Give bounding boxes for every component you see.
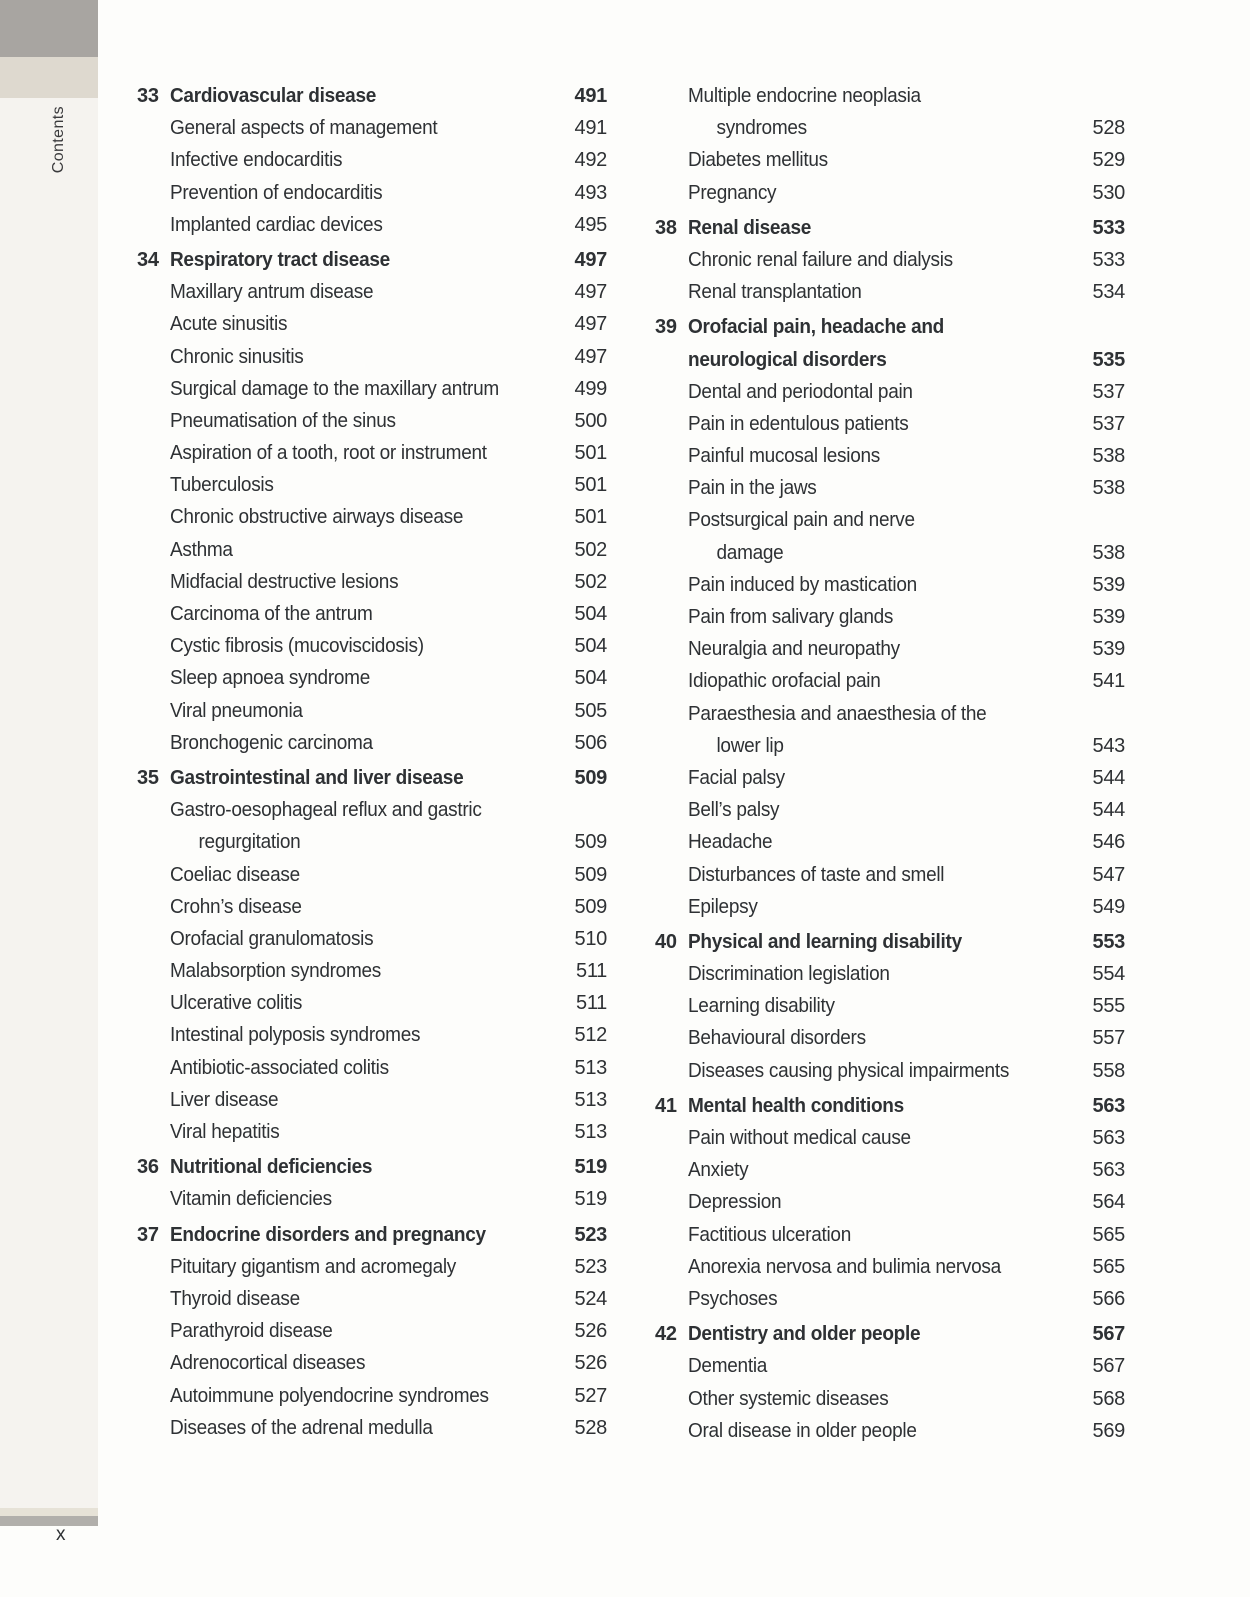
- toc-entry-row: [655, 80, 1125, 112]
- chapter-number: 33: [137, 85, 159, 107]
- toc-chapter-row: [655, 212, 1125, 244]
- toc-chapter-row: [655, 311, 1125, 343]
- toc-entry-row: [655, 1154, 1125, 1186]
- toc-entry-title: Orofacial granulomatosis: [170, 927, 374, 950]
- toc-entry-row: [655, 1055, 1125, 1087]
- toc-entry-row: [655, 1122, 1125, 1154]
- toc-entry-title: Renal disease: [688, 216, 812, 239]
- toc-entry-title: Anxiety: [688, 1159, 749, 1182]
- toc-entry-title: Pain in the jaws: [688, 477, 817, 500]
- toc-entry-page-number: 526: [574, 1352, 607, 1375]
- toc-entry-row: [655, 794, 1125, 826]
- toc-chapter-row: [137, 1151, 607, 1183]
- toc-entry-page-number: 510: [574, 927, 607, 950]
- toc-entry-page-number: 493: [574, 181, 607, 204]
- toc-entry-page-number: 547: [1092, 863, 1125, 886]
- toc-entry-title: Bronchogenic carcinoma: [170, 731, 373, 754]
- toc-entry-row: [655, 1219, 1125, 1251]
- toc-entry-row: [655, 762, 1125, 794]
- toc-entry-title: Coeliac disease: [170, 863, 300, 886]
- toc-entry-page-number: 555: [1092, 995, 1125, 1018]
- toc-entry-row: [655, 826, 1125, 858]
- page-number: x: [56, 1524, 66, 1545]
- toc-entry-page-number: 491: [574, 117, 607, 140]
- toc-entry-page-number: 538: [1092, 541, 1125, 564]
- toc-entry-row: [655, 859, 1125, 891]
- toc-entry-page-number: 505: [574, 699, 607, 722]
- toc-entry-page-number: 491: [574, 85, 607, 107]
- toc-entry-row: [655, 990, 1125, 1022]
- toc-entry-page-number: 564: [1092, 1191, 1125, 1214]
- toc-entry-row: [655, 1022, 1125, 1054]
- toc-entry-title: Chronic renal failure and dialysis: [688, 248, 953, 271]
- toc-entry-page-number: 565: [1092, 1255, 1125, 1278]
- toc-chapter-row: [137, 244, 607, 276]
- toc-entry-page-number: 528: [574, 1416, 607, 1439]
- toc-entry-page-number: 563: [1092, 1094, 1125, 1117]
- toc-entry-page-number: 569: [1092, 1419, 1125, 1442]
- toc-entry-title: Nutritional deficiencies: [170, 1156, 373, 1179]
- toc-entry-row: [137, 727, 607, 759]
- toc-entry-title: Viral hepatitis: [170, 1121, 280, 1143]
- toc-entry-page-number: 544: [1092, 799, 1125, 822]
- toc-entry-row: [137, 276, 607, 308]
- toc-entry-title: Respiratory tract disease: [170, 248, 390, 271]
- toc-entry-page-number: 543: [1092, 734, 1125, 757]
- toc-entry-title: Liver disease: [170, 1088, 279, 1111]
- toc-entry-row: [137, 859, 607, 891]
- toc-entry-title: Disturbances of taste and smell: [688, 863, 945, 886]
- edge-bottom-beige-band: [0, 1508, 98, 1516]
- toc-entry-title: Parathyroid disease: [170, 1320, 333, 1343]
- toc-entry-title: Paraesthesia and anaesthesia of the: [688, 702, 987, 725]
- toc-entry-title: Chronic sinusitis: [170, 345, 304, 368]
- toc-entry-row: [655, 276, 1125, 308]
- toc-entry-title: Antibiotic-associated colitis: [170, 1056, 389, 1079]
- toc-entry-page-number: 502: [574, 538, 607, 561]
- toc-entry-row: [655, 177, 1125, 209]
- toc-chapter-row: [137, 80, 607, 112]
- toc-entry-title: Renal transplantation: [688, 281, 862, 304]
- toc-entry-title: Cystic fibrosis (mucoviscidosis): [170, 635, 424, 658]
- sidebar-contents-label: Contents: [50, 106, 67, 174]
- toc-entry-title: Diabetes mellitus: [688, 149, 828, 172]
- toc-entry-title: Infective endocarditis: [170, 149, 343, 172]
- toc-entry-page-number: 497: [574, 281, 607, 304]
- toc-entry-title: Intestinal polyposis syndromes: [170, 1024, 421, 1047]
- toc-entry-row: [655, 698, 1125, 730]
- toc-entry-page-number: 512: [574, 1024, 607, 1047]
- toc-entry-title: Midfacial destructive lesions: [170, 570, 399, 593]
- toc-entry-page-number: 513: [574, 1056, 607, 1079]
- page-edge-strip: [0, 98, 98, 1508]
- toc-entry-title: Dementia: [688, 1355, 768, 1378]
- toc-entry-row: [655, 376, 1125, 408]
- chapter-number: 42: [655, 1323, 677, 1346]
- toc-entry-title: Vitamin deficiencies: [170, 1188, 332, 1211]
- toc-entry-row: [137, 112, 607, 144]
- toc-entry-page-number: 539: [1092, 606, 1125, 628]
- toc-entry-page-number: 501: [574, 442, 607, 465]
- toc-entry-page-number: 533: [1092, 216, 1125, 239]
- toc-entry-title: Pain induced by mastication: [688, 573, 917, 596]
- toc-entry-row: [137, 662, 607, 694]
- toc-entry-row: [655, 569, 1125, 601]
- toc-entry-page-number: 526: [574, 1320, 607, 1343]
- toc-entry-title: Pain without medical cause: [688, 1127, 911, 1149]
- toc-entry-row: [655, 244, 1125, 276]
- toc-entry-title: Idiopathic orofacial pain: [688, 670, 881, 693]
- toc-entry-title: Bell’s palsy: [688, 799, 780, 822]
- toc-entry-row: [137, 209, 607, 241]
- toc-entry-page-number: 554: [1092, 963, 1125, 986]
- toc-entry-page-number: 497: [574, 313, 607, 336]
- toc-entry-row: [655, 472, 1125, 504]
- edge-top-gray-block: [0, 0, 98, 57]
- toc-entry-row: [137, 598, 607, 630]
- toc-entry-title: Pituitary gigantism and acromegaly: [170, 1255, 457, 1278]
- toc-entry-row: [137, 1251, 607, 1283]
- toc-entry-row: [137, 630, 607, 662]
- toc-entry-row: [655, 1383, 1125, 1415]
- toc-entry-page-number: 553: [1092, 930, 1125, 953]
- toc-entry-row: [655, 891, 1125, 923]
- toc-entry-row: [137, 1315, 607, 1347]
- toc-entry-page-number: 499: [574, 377, 607, 400]
- toc-entry-row: [137, 695, 607, 727]
- toc-entry-title: syndromes: [716, 117, 807, 140]
- toc-chapter-row: [137, 1219, 607, 1251]
- toc-entry-page-number: 511: [576, 960, 607, 983]
- toc-entry-row: [137, 501, 607, 533]
- toc-entry-title: regurgitation: [198, 831, 301, 854]
- toc-entry-row: [137, 1019, 607, 1051]
- toc-entry-title: Mental health conditions: [688, 1094, 904, 1117]
- toc-entry-title: Thyroid disease: [170, 1287, 300, 1310]
- toc-entry-title: Carcinoma of the antrum: [170, 603, 373, 625]
- toc-entry-page-number: 509: [574, 895, 607, 918]
- toc-entry-row: [137, 891, 607, 923]
- toc-entry-page-number: 538: [1092, 477, 1125, 500]
- toc-entry-title: Surgical damage to the maxillary antrum: [170, 377, 499, 400]
- toc-entry-row: [137, 405, 607, 437]
- toc-entry-page-number: 534: [1092, 281, 1125, 304]
- toc-entry-title: Pneumatisation of the sinus: [170, 409, 396, 432]
- toc-entry-page-number: 544: [1092, 766, 1125, 789]
- toc-chapter-row: [655, 926, 1125, 958]
- toc-entry-page-number: 541: [1092, 670, 1125, 693]
- toc-entry-title: Discrimination legislation: [688, 963, 890, 986]
- toc-entry-row: [137, 469, 607, 501]
- toc-entry-row: [655, 144, 1125, 176]
- toc-column-left: [137, 80, 607, 1444]
- toc-entry-title: Acute sinusitis: [170, 313, 288, 336]
- toc-entry-title: Dental and periodontal pain: [688, 380, 913, 403]
- toc-entry-page-number: 500: [574, 409, 607, 432]
- toc-entry-row: [137, 987, 607, 1019]
- toc-entry-title: Autoimmune polyendocrine syndromes: [170, 1384, 489, 1407]
- toc-entry-row: [655, 1415, 1125, 1447]
- toc-entry-row: [655, 665, 1125, 697]
- toc-entry-title: Gastro-oesophageal reflux and gastric: [170, 799, 482, 822]
- toc-entry-page-number: 511: [576, 992, 607, 1015]
- toc-column-right: [655, 80, 1125, 1447]
- edge-bottom-gray-band: [0, 1516, 98, 1526]
- toc-entry-title: Viral pneumonia: [170, 699, 303, 722]
- toc-entry-title: Malabsorption syndromes: [170, 960, 382, 983]
- toc-entry-title: General aspects of management: [170, 117, 438, 140]
- toc-entry-row: [137, 177, 607, 209]
- toc-entry-row: [137, 341, 607, 373]
- toc-entry-row: [137, 1052, 607, 1084]
- toc-entry-page-number: 495: [574, 213, 607, 236]
- toc-entry-row: [137, 373, 607, 405]
- toc-entry-page-number: 513: [574, 1088, 607, 1111]
- toc-entry-page-number: 501: [574, 506, 607, 529]
- toc-entry-title: Pregnancy: [688, 181, 777, 204]
- toc-entry-title: Asthma: [170, 538, 233, 561]
- toc-entry-title: Pain from salivary glands: [688, 606, 894, 628]
- toc-entry-row: [137, 437, 607, 469]
- toc-entry-page-number: 523: [574, 1255, 607, 1278]
- toc-entry-row: [655, 958, 1125, 990]
- toc-entry-continuation-row: [655, 730, 1125, 762]
- toc-entry-page-number: 509: [574, 831, 607, 854]
- toc-entry-row: [137, 144, 607, 176]
- toc-entry-row: [137, 566, 607, 598]
- toc-entry-title: Gastrointestinal and liver disease: [170, 766, 464, 789]
- toc-entry-title: Diseases of the adrenal medulla: [170, 1416, 433, 1439]
- toc-entry-page-number: 509: [574, 766, 607, 789]
- toc-entry-title: Neuralgia and neuropathy: [688, 638, 900, 661]
- toc-entry-title: Multiple endocrine neoplasia: [688, 85, 921, 107]
- toc-entry-page-number: 567: [1092, 1355, 1125, 1378]
- toc-entry-title: Learning disability: [688, 995, 835, 1018]
- toc-entry-row: [655, 1283, 1125, 1315]
- toc-entry-page-number: 557: [1092, 1027, 1125, 1050]
- toc-entry-title: lower lip: [716, 734, 784, 757]
- toc-entry-title: neurological disorders: [688, 348, 887, 371]
- toc-entry-title: Postsurgical pain and nerve: [688, 509, 915, 532]
- toc-entry-title: damage: [716, 541, 784, 564]
- toc-entry-row: [137, 308, 607, 340]
- toc-entry-title: Dentistry and older people: [688, 1323, 921, 1346]
- toc-entry-page-number: 504: [574, 635, 607, 658]
- toc-entry-row: [655, 633, 1125, 665]
- toc-entry-page-number: 533: [1092, 248, 1125, 271]
- toc-entry-page-number: 567: [1092, 1323, 1125, 1346]
- toc-entry-title: Crohn’s disease: [170, 895, 302, 918]
- toc-entry-page-number: 558: [1092, 1059, 1125, 1082]
- toc-entry-row: [137, 923, 607, 955]
- toc-entry-page-number: 502: [574, 570, 607, 593]
- toc-entry-page-number: 527: [574, 1384, 607, 1407]
- toc-entry-page-number: 492: [574, 149, 607, 172]
- toc-entry-row: [137, 955, 607, 987]
- toc-entry-page-number: 506: [574, 731, 607, 754]
- toc-entry-title: Painful mucosal lesions: [688, 445, 881, 468]
- chapter-number: 39: [655, 316, 677, 339]
- toc-entry-page-number: 509: [574, 863, 607, 886]
- toc-entry-page-number: 530: [1092, 181, 1125, 204]
- toc-entry-row: [137, 794, 607, 826]
- toc-entry-title: Implanted cardiac devices: [170, 213, 383, 236]
- toc-entry-row: [655, 1251, 1125, 1283]
- toc-entry-title: Behavioural disorders: [688, 1027, 866, 1050]
- chapter-number: 35: [137, 766, 159, 789]
- toc-entry-title: Epilepsy: [688, 895, 758, 918]
- chapter-number: 40: [655, 930, 677, 953]
- toc-entry-page-number: 539: [1092, 573, 1125, 596]
- toc-entry-row: [137, 1116, 607, 1148]
- toc-entry-page-number: 546: [1092, 831, 1125, 854]
- toc-entry-title: Facial palsy: [688, 766, 785, 789]
- toc-entry-page-number: 549: [1092, 895, 1125, 918]
- toc-entry-title: Ulcerative colitis: [170, 992, 303, 1015]
- toc-entry-page-number: 497: [574, 248, 607, 271]
- toc-entry-row: [137, 1380, 607, 1412]
- toc-entry-title: Factitious ulceration: [688, 1223, 851, 1246]
- toc-entry-row: [655, 344, 1125, 376]
- toc-entry-page-number: 523: [574, 1223, 607, 1246]
- edge-top-beige-block: [0, 57, 98, 98]
- toc-entry-title: Chronic obstructive airways disease: [170, 506, 464, 529]
- chapter-number: 41: [655, 1094, 677, 1117]
- toc-entry-title: Physical and learning disability: [688, 930, 962, 953]
- toc-entry-page-number: 519: [574, 1156, 607, 1179]
- toc-entry-title: Diseases causing physical impairments: [688, 1059, 1010, 1082]
- toc-entry-title: Sleep apnoea syndrome: [170, 667, 371, 690]
- toc-entry-page-number: 568: [1092, 1387, 1125, 1410]
- toc-entry-page-number: 504: [574, 667, 607, 690]
- toc-entry-title: Anorexia nervosa and bulimia nervosa: [688, 1255, 1001, 1278]
- toc-entry-page-number: 537: [1092, 380, 1125, 403]
- toc-entry-title: Orofacial pain, headache and: [688, 316, 944, 339]
- toc-entry-page-number: 538: [1092, 445, 1125, 468]
- toc-entry-title: Endocrine disorders and pregnancy: [170, 1223, 486, 1246]
- toc-entry-title: Cardiovascular disease: [170, 85, 377, 107]
- toc-entry-title: Aspiration of a tooth, root or instrument: [170, 442, 487, 465]
- toc-entry-title: Pain in edentulous patients: [688, 412, 909, 435]
- toc-chapter-row: [137, 762, 607, 794]
- chapter-number: 34: [137, 248, 159, 271]
- toc-chapter-row: [655, 1318, 1125, 1350]
- toc-entry-title: Maxillary antrum disease: [170, 281, 374, 304]
- toc-entry-page-number: 539: [1092, 638, 1125, 661]
- toc-entry-title: Oral disease in older people: [688, 1419, 917, 1442]
- toc-entry-row: [137, 1347, 607, 1379]
- toc-entry-continuation-row: [655, 112, 1125, 144]
- toc-entry-page-number: 565: [1092, 1223, 1125, 1246]
- toc-entry-title: Prevention of endocarditis: [170, 181, 383, 204]
- toc-entry-row: [655, 1186, 1125, 1218]
- toc-entry-page-number: 497: [574, 345, 607, 368]
- toc-entry-page-number: 563: [1092, 1159, 1125, 1182]
- toc-entry-continuation-row: [655, 537, 1125, 569]
- toc-entry-page-number: 504: [574, 603, 607, 625]
- toc-entry-title: Headache: [688, 831, 773, 854]
- toc-entry-page-number: 528: [1092, 117, 1125, 140]
- toc-entry-title: Adrenocortical diseases: [170, 1352, 366, 1375]
- toc-entry-row: [655, 440, 1125, 472]
- toc-entry-row: [137, 1283, 607, 1315]
- toc-entry-continuation-row: [137, 826, 607, 858]
- toc-entry-row: [137, 1183, 607, 1215]
- chapter-number: 37: [137, 1223, 159, 1246]
- toc-entry-row: [655, 504, 1125, 536]
- toc-entry-row: [137, 1412, 607, 1444]
- toc-entry-title: Psychoses: [688, 1287, 778, 1310]
- toc-chapter-row: [655, 1090, 1125, 1122]
- toc-entry-page-number: 529: [1092, 149, 1125, 172]
- toc-entry-page-number: 563: [1092, 1127, 1125, 1149]
- toc-entry-row: [655, 601, 1125, 633]
- chapter-number: 36: [137, 1156, 159, 1179]
- toc-entry-row: [137, 1084, 607, 1116]
- toc-entry-row: [655, 408, 1125, 440]
- toc-entry-row: [137, 534, 607, 566]
- chapter-number: 38: [655, 216, 677, 239]
- toc-entry-page-number: 524: [574, 1287, 607, 1310]
- toc-entry-page-number: 535: [1092, 348, 1125, 371]
- toc-entry-page-number: 501: [574, 474, 607, 497]
- toc-entry-page-number: 537: [1092, 412, 1125, 435]
- toc-entry-page-number: 513: [574, 1121, 607, 1143]
- toc-entry-title: Other systemic diseases: [688, 1387, 889, 1410]
- toc-entry-title: Depression: [688, 1191, 782, 1214]
- toc-entry-title: Tuberculosis: [170, 474, 274, 497]
- toc-entry-row: [655, 1350, 1125, 1382]
- toc-entry-page-number: 519: [574, 1188, 607, 1211]
- toc-entry-page-number: 566: [1092, 1287, 1125, 1310]
